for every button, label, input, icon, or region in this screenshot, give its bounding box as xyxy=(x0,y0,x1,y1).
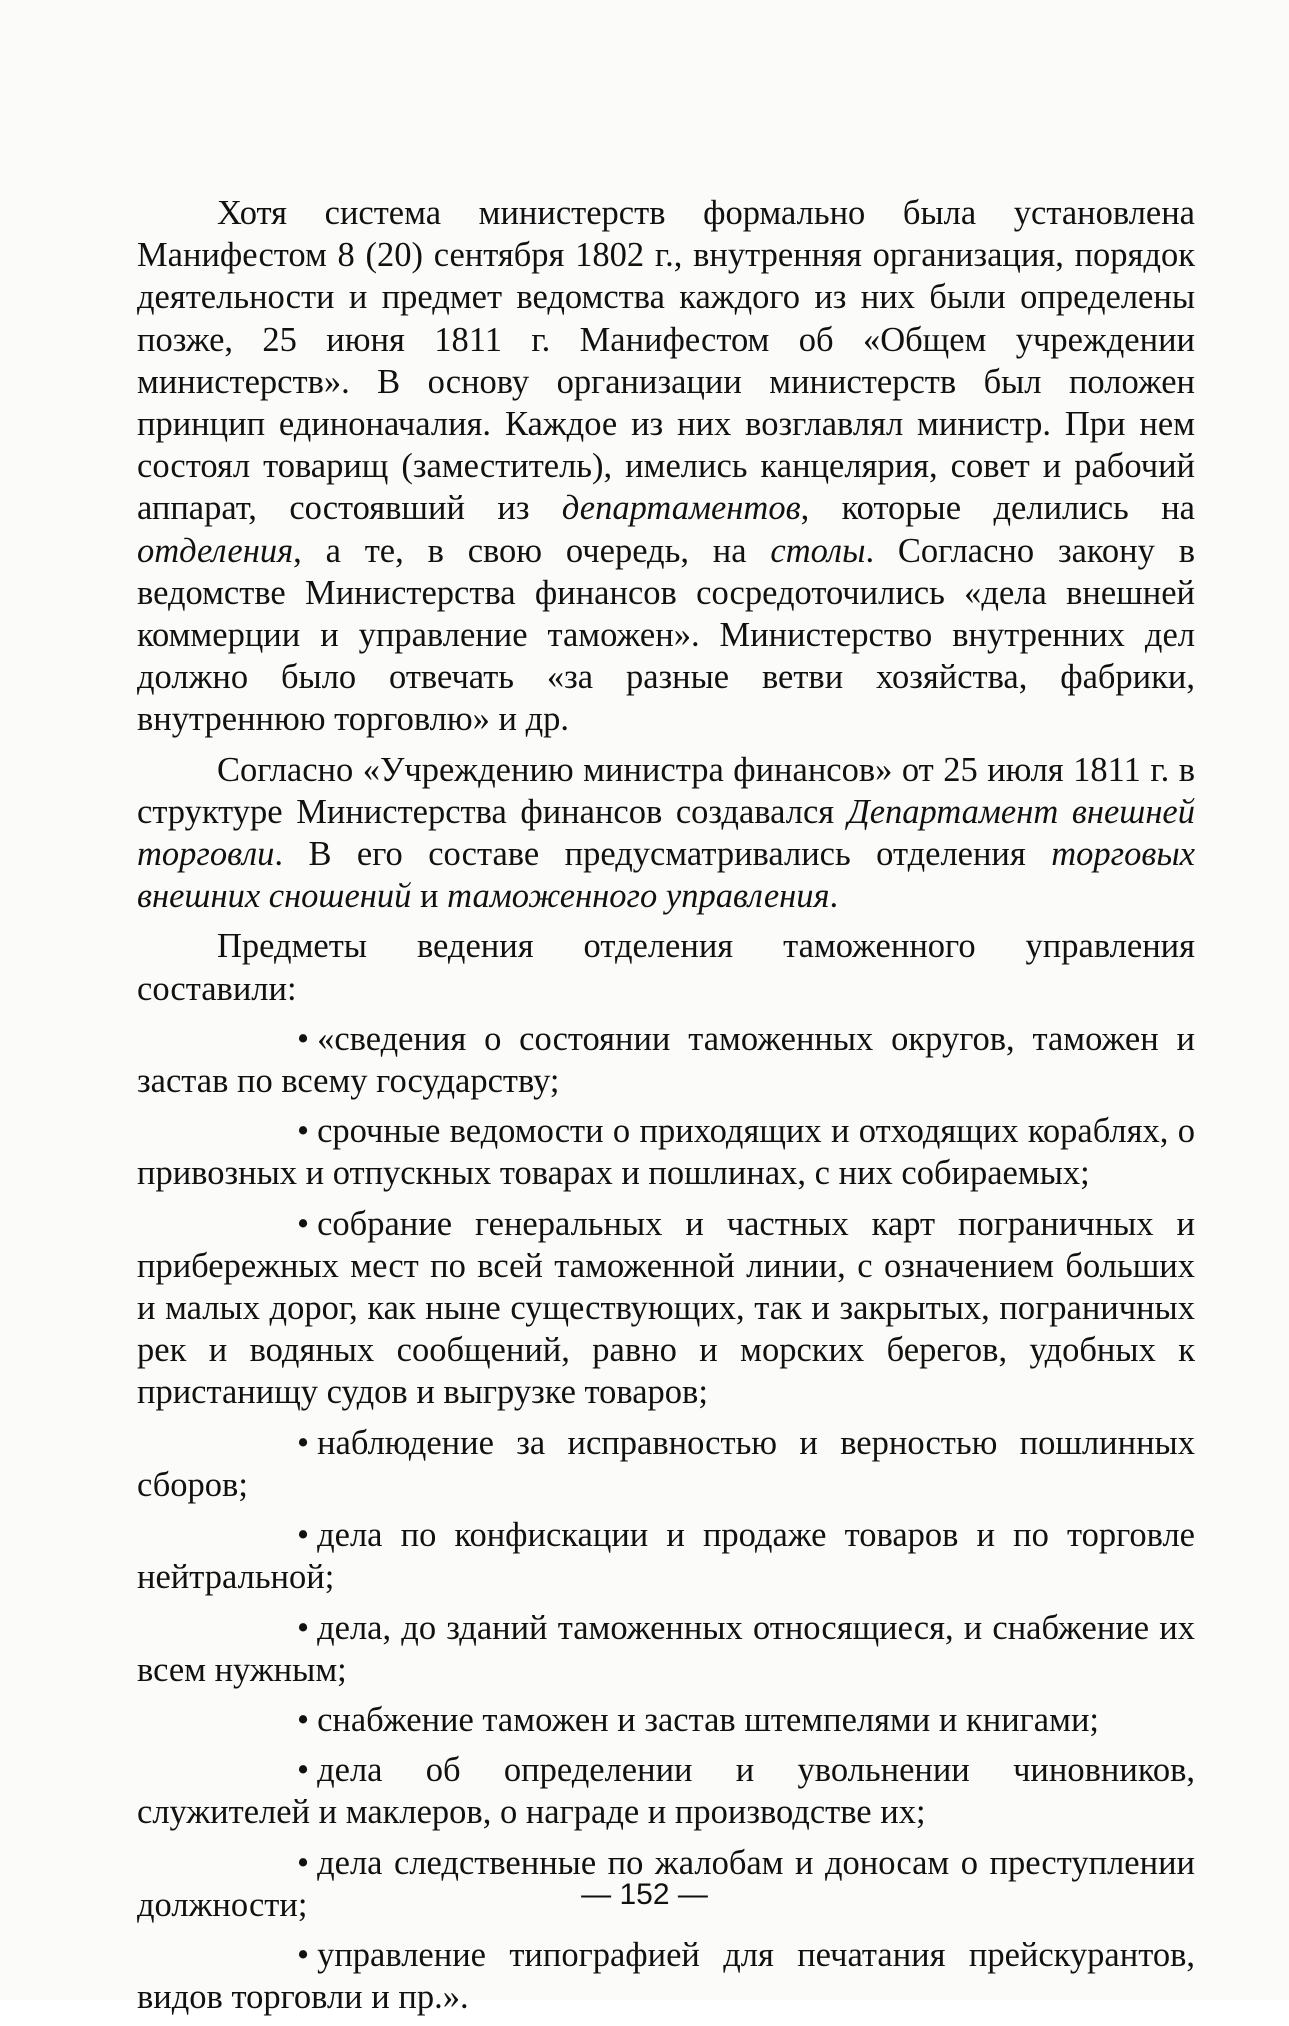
list-item-text: собрание генеральных и частных карт пограничных и прибережных мест по всей таможенной линии, с означением больших и малых дорог, как ныне существующих, так и закрытых, пограничных рек и водяных сообщений, равно и морских берегов, удобных к пристанищу судов и выгрузке товаров; xyxy=(137,1204,1195,1412)
bullet-list xyxy=(137,1018,1195,2018)
text-segment: . Согласно закону в ведомстве Министерства финансов сосредоточились «дела внешней коммерции и управление таможен». Министерство внутренних дел должно было отвечать «за разные ветви хозяйства, фабрики, внутреннюю торговлю» и др. xyxy=(137,531,1196,739)
bullet-icon: • xyxy=(297,1751,310,1790)
bullet-icon: • xyxy=(297,1112,310,1151)
list-item xyxy=(137,1607,1195,1691)
italic-term: таможенного управления xyxy=(447,877,830,916)
text-segment: Предметы ведения отделения таможенного управления составили: xyxy=(137,927,1195,1008)
bullet-icon: • xyxy=(297,1843,310,1882)
text-segment: . xyxy=(829,877,839,916)
list-item-text: наблюдение за исправностью и верностью пошлинных сборов; xyxy=(137,1423,1195,1504)
text-segment: , которые делились на xyxy=(800,489,1195,528)
list-item-text: дела по конфискации и продаже товаров и по торговле нейтральной; xyxy=(137,1516,1195,1597)
list-item xyxy=(137,1110,1195,1194)
bullet-icon: • xyxy=(297,1516,310,1555)
text-segment: Хотя система министерств формально была установлена Манифестом 8 (20) сентября 1802 г., внутренняя организация, порядок деятельности и предмет ведомства каждого из них были определены позже, 25 июня 1811 г. Манифестом об «Общем учреждении министерств». В основу организации министерств был положен принцип единоначалия. Каждое из них возглавлял министр. При нем состоял товарищ (заместитель), имелись канцелярия, совет и рабочий аппарат, состоявший из xyxy=(137,194,1195,528)
text-segment: , а те, в свою очередь, на xyxy=(293,531,771,570)
text-segment: . В его составе предусматривались отделения xyxy=(274,835,1052,874)
list-item-text: срочные ведомости о приходящих и отходящих кораблях, о привозных и отпускных товарах и пошлинах, с них собираемых; xyxy=(137,1112,1195,1193)
list-item xyxy=(137,1018,1195,1102)
list-item-text: управление типографией для печатания прейскурантов, видов торговли и пр.». xyxy=(137,1935,1195,2017)
text-segment: и xyxy=(411,877,448,916)
body-text xyxy=(137,192,1195,2026)
italic-term: Департамент внешней торговли xyxy=(137,792,1195,874)
paragraph xyxy=(137,192,1195,741)
list-item xyxy=(137,1749,1195,1833)
italic-term: столы xyxy=(770,531,866,570)
bullet-icon: • xyxy=(297,1700,310,1739)
italic-term: департаментов xyxy=(561,489,801,528)
paragraph xyxy=(137,749,1195,918)
paragraph xyxy=(137,925,1195,1009)
paragraph-list xyxy=(137,192,1195,1010)
text-segment: Согласно «Учреждению министра финансов» от 25 июля 1811 г. в структуре Министерства финансов создавался xyxy=(137,750,1195,831)
bullet-icon: • xyxy=(297,1935,310,1974)
list-item-text: «сведения о состоянии таможенных округов, таможен и застав по всему государству; xyxy=(137,1019,1195,1101)
list-item-text: дела следственные по жалобам и доносам о преступлении должности; xyxy=(137,1843,1195,1924)
list-item xyxy=(137,1203,1195,1414)
list-item xyxy=(137,1422,1195,1506)
list-item xyxy=(137,1934,1195,2018)
page-number: — 152 — xyxy=(581,1878,708,1911)
list-item xyxy=(137,1514,1195,1598)
list-item xyxy=(137,1699,1195,1741)
bullet-icon: • xyxy=(297,1204,310,1243)
list-item-text: снабжение таможен и застав штемпелями и книгами; xyxy=(317,1700,1100,1739)
bullet-icon: • xyxy=(297,1423,310,1462)
list-item-text: дела об определении и увольнении чиновников, служителей и маклеров, о награде и производстве их; xyxy=(137,1751,1195,1832)
bullet-icon: • xyxy=(297,1019,310,1058)
italic-term: отделения xyxy=(137,531,294,570)
bullet-icon: • xyxy=(297,1608,310,1647)
list-item-text: дела, до зданий таможенных относящиеся, и снабжение их всем нужным; xyxy=(137,1608,1195,1689)
italic-term: торговых внешних сношений xyxy=(137,835,1195,916)
